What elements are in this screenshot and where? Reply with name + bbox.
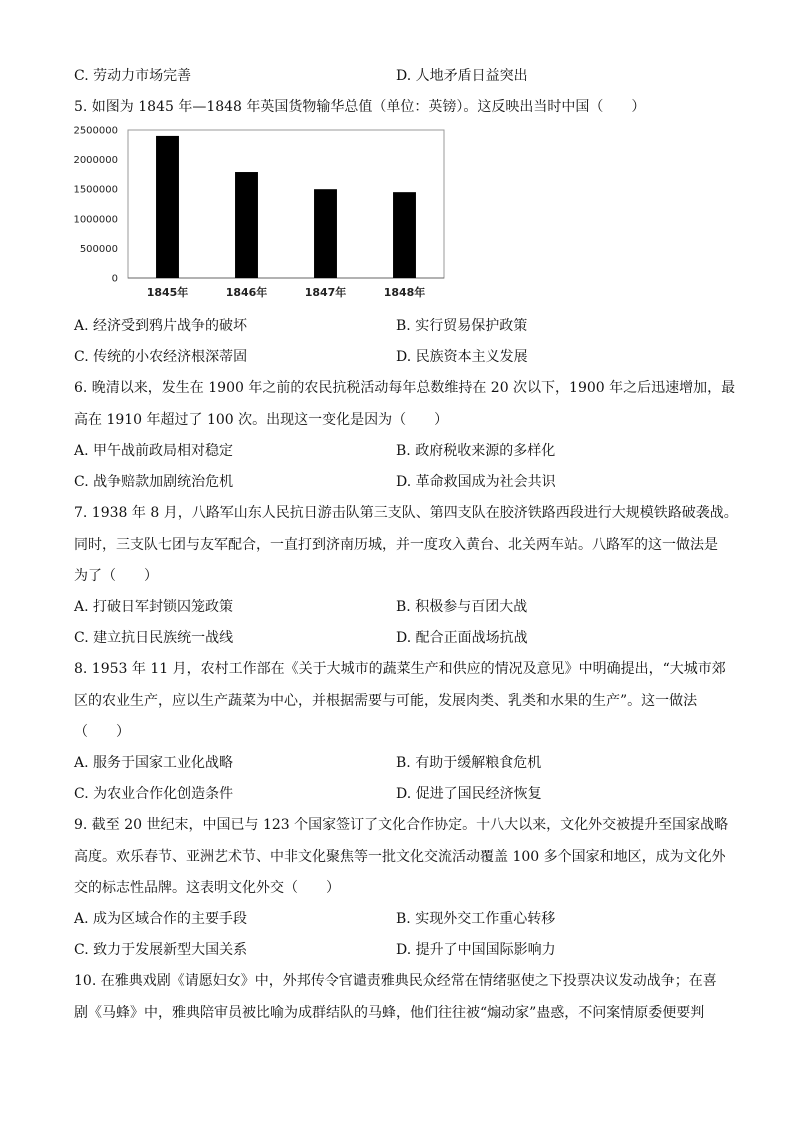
x-tick-label: 1846年 — [225, 286, 268, 299]
q4-option-d: D. 人地矛盾日益突出 — [396, 68, 528, 84]
q8-options-cd — [74, 784, 724, 804]
bar-1846年 — [235, 172, 258, 278]
q6-option-b: B. 政府税收来源的多样化 — [396, 443, 556, 459]
bar-series — [156, 136, 416, 278]
x-tick-label: 1848年 — [383, 286, 426, 299]
q5-options-ab — [74, 316, 724, 336]
x-tick-label: 1847年 — [304, 286, 347, 299]
q7-stem-line3: 为了（ ） — [74, 568, 158, 584]
y-tick-label: 2500000 — [74, 126, 118, 137]
q7-option-d: D. 配合正面战场抗战 — [396, 630, 528, 646]
y-tick-label: 0 — [111, 273, 118, 285]
q10-stem-line1: 10. 在雅典戏剧《请愿妇女》中，外邦传令官谴责雅典民众经常在情绪驱使之下投票决议发动战争；在喜 — [74, 973, 717, 989]
q8-stem-line3: （ ） — [74, 724, 130, 740]
y-tick-label: 500000 — [79, 243, 118, 255]
q7-option-b: B. 积极参与百团大战 — [396, 599, 528, 615]
q6-option-a: A. 甲午战前政局相对稳定 — [74, 443, 234, 459]
y-tick-labels — [74, 126, 118, 285]
q9-options-ab — [74, 909, 724, 929]
bar-1848年 — [393, 192, 416, 278]
q7-stem-line2: 同时，三支队七团与友军配合，一直打到济南历城，并一度攻入黄台、北关两车站。八路军的这一做法是 — [74, 537, 718, 553]
q6-stem-line2: 高在 1910 年超过了 100 次。出现这一变化是因为（ ） — [74, 412, 449, 428]
q9-stem-line2: 高度。欢乐春节、亚洲艺术节、中非文化聚焦等一批文化交流活动覆盖 100 多个国家和地区，成为文化外 — [74, 849, 726, 865]
y-tick-label: 2000000 — [74, 155, 118, 167]
q5-options-cd — [74, 347, 724, 367]
q7-stem-line1: 7. 1938 年 8 月，八路军山东人民抗日游击队第三支队、第四支队在胶济铁路西段进行大规模铁路破袭战。 — [74, 505, 738, 521]
bar-1847年 — [314, 189, 337, 278]
q9-stem-line3: 交的标志性品牌。这表明文化外交（ ） — [74, 880, 340, 896]
q8-options-ab — [74, 753, 724, 773]
q5-stem: 5. 如图为 1845 年—1848 年英国货物输华总值（单位：英镑）。这反映出当时中国（ ） — [74, 99, 646, 115]
q6-options-ab — [74, 441, 724, 461]
bar-1845年 — [156, 136, 179, 278]
q5-option-c: C. 传统的小农经济根深蒂固 — [74, 349, 248, 365]
q5-chart-svg — [74, 126, 454, 306]
x-tick-label: 1845年 — [146, 286, 189, 299]
q8-option-c: C. 为农业合作化创造条件 — [74, 786, 234, 802]
q8-option-d: D. 促进了国民经济恢复 — [396, 786, 542, 802]
q5-option-a: A. 经济受到鸦片战争的破坏 — [74, 318, 248, 334]
q10-stem-line2: 剧《马蜂》中，雅典陪审员被比喻为成群结队的马蜂，他们往往被“煽动家”蛊惑，不问案情原委便要判 — [74, 1005, 705, 1021]
q9-option-a: A. 成为区域合作的主要手段 — [74, 911, 248, 927]
q5-option-d: D. 民族资本主义发展 — [396, 349, 528, 365]
q6-option-d: D. 革命救国成为社会共识 — [396, 474, 556, 490]
q5-bar-chart — [74, 126, 454, 306]
q9-option-b: B. 实现外交工作重心转移 — [396, 911, 556, 927]
q6-option-c: C. 战争赔款加剧统治危机 — [74, 474, 234, 490]
y-tick-label: 1500000 — [74, 184, 118, 196]
q9-stem-line1: 9. 截至 20 世纪末，中国已与 123 个国家签订了文化合作协定。十八大以来，文化外交被提升至国家战略 — [74, 817, 729, 833]
q7-options-cd — [74, 628, 724, 648]
q8-option-b: B. 有助于缓解粮食危机 — [396, 755, 542, 771]
q8-option-a: A. 服务于国家工业化战略 — [74, 755, 234, 771]
q7-options-ab — [74, 597, 724, 617]
q6-options-cd — [74, 472, 724, 492]
q8-stem-line1: 8. 1953 年 11 月，农村工作部在《关于大城市的蔬菜生产和供应的情况及意见》中明确提出，“大城市郊 — [74, 661, 726, 677]
q4-options-cd — [74, 66, 724, 86]
q4-option-c: C. 劳动力市场完善 — [74, 68, 192, 84]
q7-option-a: A. 打破日军封锁囚笼政策 — [74, 599, 234, 615]
q7-option-c: C. 建立抗日民族统一战线 — [74, 630, 234, 646]
y-tick-label: 1000000 — [74, 214, 118, 226]
q9-option-d: D. 提升了中国国际影响力 — [396, 942, 556, 958]
q8-stem-line2: 区的农业生产，应以生产蔬菜为中心，并根据需要与可能，发展肉类、乳类和水果的生产”。这一做法 — [74, 693, 698, 709]
q5-option-b: B. 实行贸易保护政策 — [396, 318, 528, 334]
q6-stem-line1: 6. 晚清以来，发生在 1900 年之前的农民抗税活动每年总数维持在 20 次以下，1900 年之后迅速增加，最 — [74, 380, 736, 396]
q9-option-c: C. 致力于发展新型大国关系 — [74, 942, 248, 958]
q9-options-cd — [74, 940, 724, 960]
x-tick-labels — [147, 285, 426, 299]
